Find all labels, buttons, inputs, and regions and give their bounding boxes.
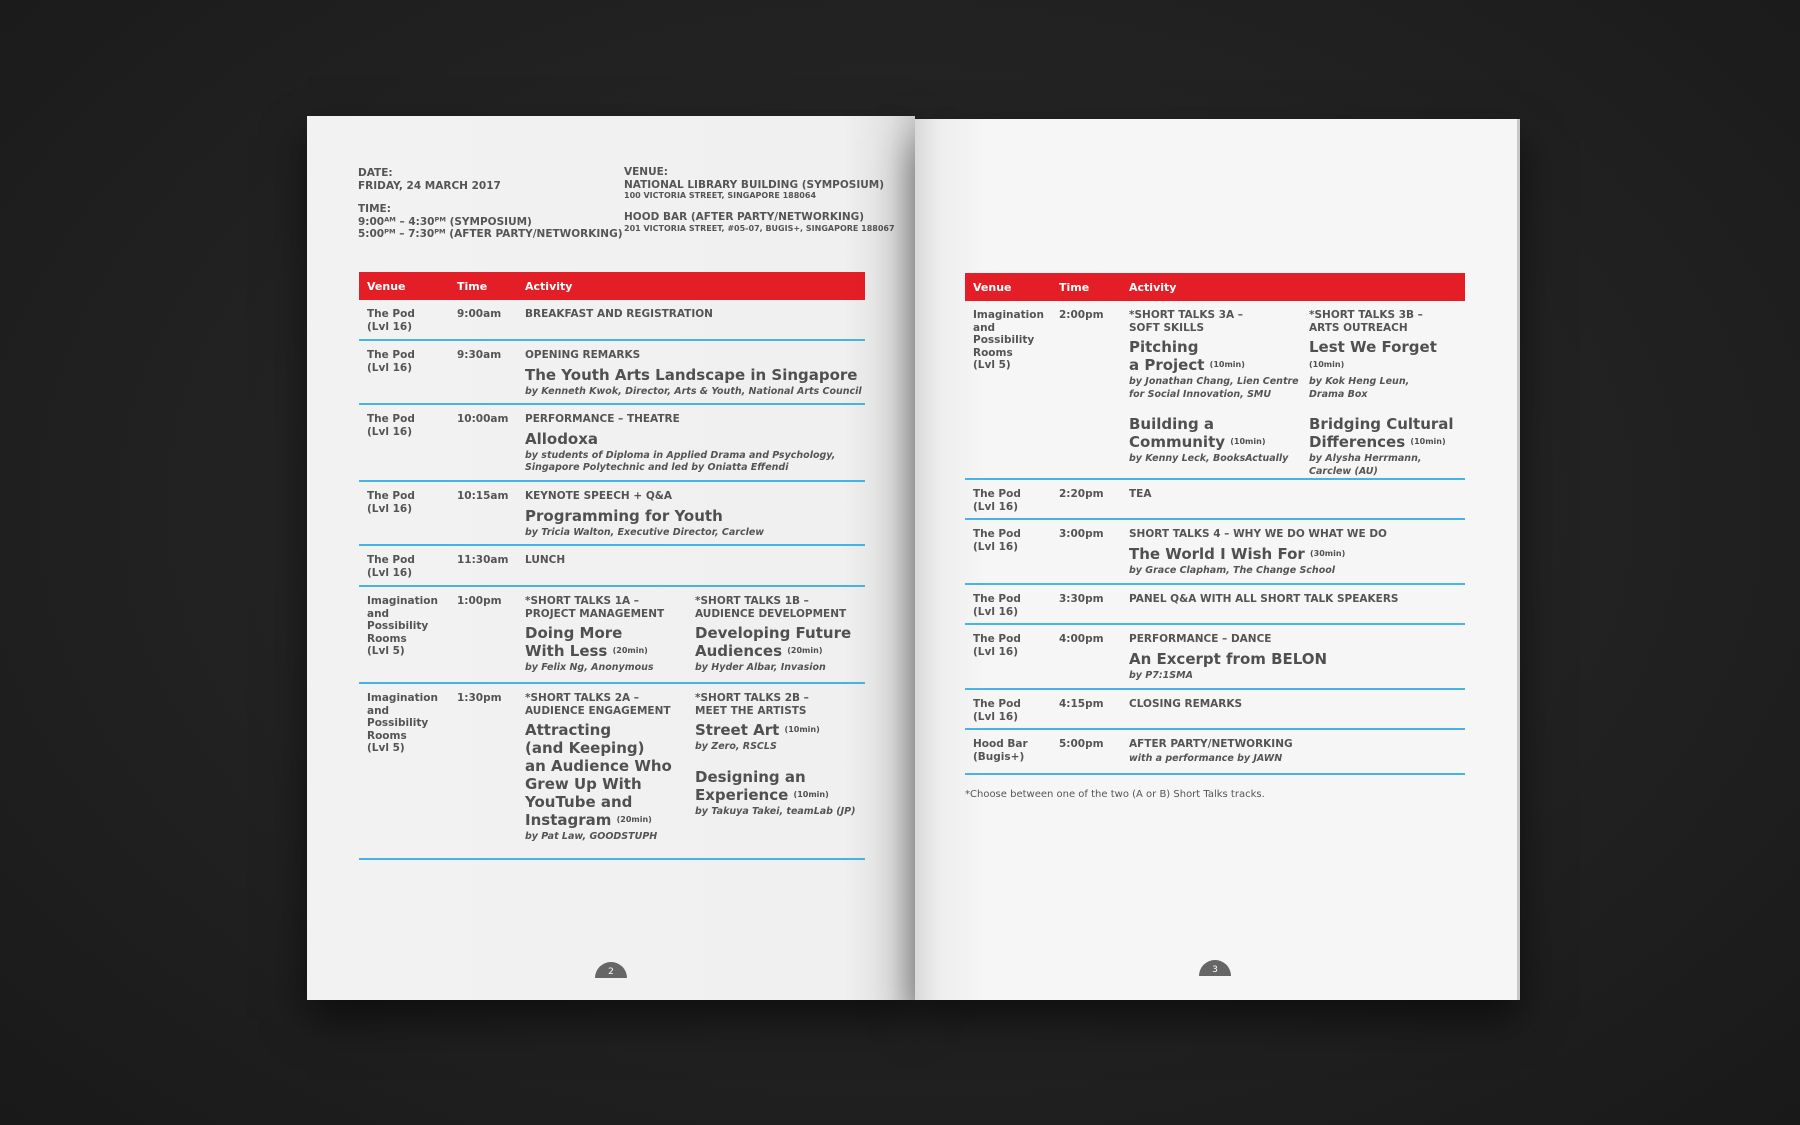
track-a-caption: *SHORT TALKS 2A – AUDIENCE ENGAGEMENT (525, 692, 671, 717)
track-a-speaker-2: by Kenny Leck, BooksActually (1129, 453, 1289, 464)
table-row (965, 625, 1465, 690)
track-a-title: Attracting (and Keeping) an Audience Who Grew Up With YouTube and Instagram (525, 721, 672, 829)
table-row (965, 520, 1465, 585)
track-b (1309, 309, 1463, 478)
venue-block (624, 166, 895, 234)
track-b-speaker-2: by Alysha Herrmann, Carclew (AU) (1309, 453, 1422, 477)
row-time: 10:00am (457, 413, 509, 425)
table-row (359, 546, 865, 587)
brochure-page-left (307, 116, 915, 1000)
row-venue: The Pod (Lvl 16) (367, 554, 415, 579)
row-time: 3:00pm (1059, 528, 1104, 540)
track-b-title-2: Designing an Experience (695, 767, 806, 804)
row-time: 1:30pm (457, 692, 502, 704)
track-b-speaker: by Hyder Albar, Invasion (695, 662, 826, 673)
row-caption: PANEL Q&A WITH ALL SHORT TALK SPEAKERS (1129, 593, 1399, 605)
track-a-speaker: by Pat Law, GOODSTUPH (525, 831, 658, 842)
track-b-caption: *SHORT TALKS 2B – MEET THE ARTISTS (695, 692, 809, 717)
row-caption: PERFORMANCE – DANCE (1129, 633, 1272, 645)
row-title: Allodoxa (525, 429, 599, 448)
track-b-title: Developing Future Audiences (695, 624, 852, 660)
row-time: 11:30am (457, 554, 509, 566)
track-a-title-2: Building a Community (1129, 415, 1226, 451)
row-time: 2:00pm (1059, 309, 1104, 321)
venue-1-name: NATIONAL LIBRARY BUILDING (SYMPOSIUM) (624, 178, 885, 191)
venue-label: VENUE: (624, 166, 668, 178)
time-line-1: 9:00ᴬᴹ – 4:30ᴾᴹ (SYMPOSIUM) (358, 215, 532, 228)
track-b-caption: *SHORT TALKS 3B – ARTS OUTREACH (1309, 309, 1423, 334)
row-time: 5:00pm (1059, 738, 1104, 750)
table-row (359, 341, 865, 405)
row-time: 9:30am (457, 349, 502, 361)
track-b-speaker-2: by Takuya Takei, teamLab (JP) (695, 805, 856, 817)
table-row (359, 684, 865, 860)
brochure-page-right (915, 119, 1520, 1000)
row-venue: Imagination and Possibility Rooms (Lvl 5) (367, 692, 438, 754)
header-activity: Activity (1129, 281, 1177, 294)
row-title: Programming for Youth (525, 506, 723, 525)
date-block (358, 167, 623, 241)
row-speaker: by Kenneth Kwok, Director, Arts & Youth, National Arts Council (525, 385, 862, 397)
track-b-title: Lest We Forget (1309, 338, 1437, 356)
track-b-duration: (10min) (784, 725, 820, 734)
row-time: 4:00pm (1059, 633, 1104, 645)
row-speaker: by P7:1SMA (1129, 669, 1193, 681)
track-a-duration: (20min) (612, 646, 648, 655)
row-venue: The Pod (Lvl 16) (973, 698, 1021, 723)
track-a-caption: *SHORT TALKS 3A – SOFT SKILLS (1129, 309, 1244, 334)
row-time: 3:30pm (1059, 593, 1104, 605)
row-caption: TEA (1129, 488, 1152, 500)
row-venue: The Pod (Lvl 16) (973, 593, 1021, 618)
row-time: 1:00pm (457, 595, 502, 607)
row-title: An Excerpt from BELON (1129, 649, 1328, 668)
row-duration: (30min) (1310, 548, 1346, 558)
header-time: Time (1059, 281, 1090, 294)
track-a-speaker: by Jonathan Chang, Lien Centre for Social Innovation, SMU (1129, 376, 1299, 400)
row-venue: The Pod (Lvl 16) (367, 413, 415, 438)
track-b-duration-2: (10min) (1410, 437, 1446, 446)
header-activity: Activity (525, 280, 573, 293)
time-label: TIME: (358, 203, 391, 215)
track-a-title: Doing More With Less (525, 624, 623, 660)
track-a-duration: (10min) (1209, 360, 1245, 369)
table-row (965, 730, 1465, 775)
row-time: 4:15pm (1059, 698, 1104, 710)
track-b-title: Street Art (695, 721, 780, 739)
track-b (695, 692, 863, 818)
track-b-duration: (10min) (1309, 360, 1345, 369)
row-time: 10:15am (457, 490, 509, 502)
track-b-caption: *SHORT TALKS 1B – AUDIENCE DEVELOPMENT (695, 595, 847, 620)
table-row (359, 300, 865, 341)
row-title: The World I Wish For (1129, 544, 1305, 563)
track-b-speaker: by Zero, RSCLS (695, 741, 777, 752)
row-venue: The Pod (Lvl 16) (973, 633, 1021, 658)
row-venue: Imagination and Possibility Rooms (Lvl 5) (367, 595, 438, 657)
table-row (359, 405, 865, 482)
table-row (965, 480, 1465, 520)
row-caption: AFTER PARTY/NETWORKING (1129, 738, 1293, 750)
header-time: Time (457, 280, 488, 293)
track-b-duration: (20min) (787, 646, 823, 655)
row-venue: The Pod (Lvl 16) (367, 308, 415, 333)
row-title: The Youth Arts Landscape in Singapore (525, 365, 858, 384)
track-a (525, 595, 691, 675)
track-a-caption: *SHORT TALKS 1A – PROJECT MANAGEMENT (525, 595, 665, 620)
table-row (965, 301, 1465, 480)
time-line-2: 5:00ᴾᴹ – 7:30ᴾᴹ (AFTER PARTY/NETWORKING) (358, 228, 623, 240)
track-b (695, 595, 863, 675)
row-time: 2:20pm (1059, 488, 1104, 500)
track-a (525, 692, 691, 844)
row-time: 9:00am (457, 308, 502, 320)
row-speaker: with a performance by JAWN (1129, 752, 1283, 764)
row-venue: Hood Bar (Bugis+) (973, 738, 1028, 763)
row-speaker: by Tricia Walton, Executive Director, Carclew (525, 526, 765, 538)
table-row (359, 587, 865, 684)
page-number-right: 3 (1199, 960, 1231, 976)
venue-1-address: 100 VICTORIA STREET, SINGAPORE 188064 (624, 191, 817, 200)
row-caption: PERFORMANCE – THEATRE (525, 413, 680, 425)
footnote: *Choose between one of the two (A or B) Short Talks tracks. (965, 789, 1265, 800)
row-caption: CLOSING REMARKS (1129, 698, 1243, 710)
track-a-duration-2: (10min) (1230, 437, 1266, 446)
table-row (965, 585, 1465, 625)
header-venue: Venue (367, 280, 406, 293)
track-a (1129, 309, 1305, 466)
row-caption: LUNCH (525, 554, 566, 566)
row-speaker: by students of Diploma in Applied Drama and Psychology, Singapore Polytechnic and led by Oniatta Effendi (525, 449, 836, 473)
row-venue: The Pod (Lvl 16) (367, 349, 415, 374)
track-a-title: Pitching a Project (1129, 338, 1205, 374)
date-label: DATE: (358, 167, 393, 179)
venue-2-address: 201 VICTORIA STREET, #05-07, BUGIS+, SINGAPORE 188067 (624, 223, 895, 233)
page-number-left: 2 (595, 962, 627, 978)
schedule-header (965, 273, 1465, 301)
table-row (359, 482, 865, 546)
row-caption: SHORT TALKS 4 – WHY WE DO WHAT WE DO (1129, 528, 1387, 540)
row-caption: KEYNOTE SPEECH + Q&A (525, 490, 673, 502)
row-venue: The Pod (Lvl 16) (973, 488, 1021, 513)
row-venue: The Pod (Lvl 16) (367, 490, 415, 515)
track-b-speaker: by Kok Heng Leun, Drama Box (1309, 376, 1410, 400)
track-b-title-2: Bridging Cultural Differences (1309, 415, 1454, 451)
schedule-header (359, 272, 865, 300)
row-venue: The Pod (Lvl 16) (973, 528, 1021, 553)
track-a-duration: (20min) (616, 815, 652, 824)
row-speaker: by Grace Clapham, The Change School (1129, 564, 1336, 576)
row-venue: Imagination and Possibility Rooms (Lvl 5) (973, 309, 1044, 371)
table-row (965, 690, 1465, 730)
track-b-duration-2: (10min) (793, 789, 829, 799)
row-caption: BREAKFAST AND REGISTRATION (525, 308, 713, 320)
row-caption: OPENING REMARKS (525, 349, 641, 361)
track-a-speaker: by Felix Ng, Anonymous (525, 662, 654, 673)
venue-2-name: HOOD BAR (AFTER PARTY/NETWORKING) (624, 211, 865, 223)
date-value: FRIDAY, 24 MARCH 2017 (358, 179, 501, 192)
header-venue: Venue (973, 281, 1012, 294)
